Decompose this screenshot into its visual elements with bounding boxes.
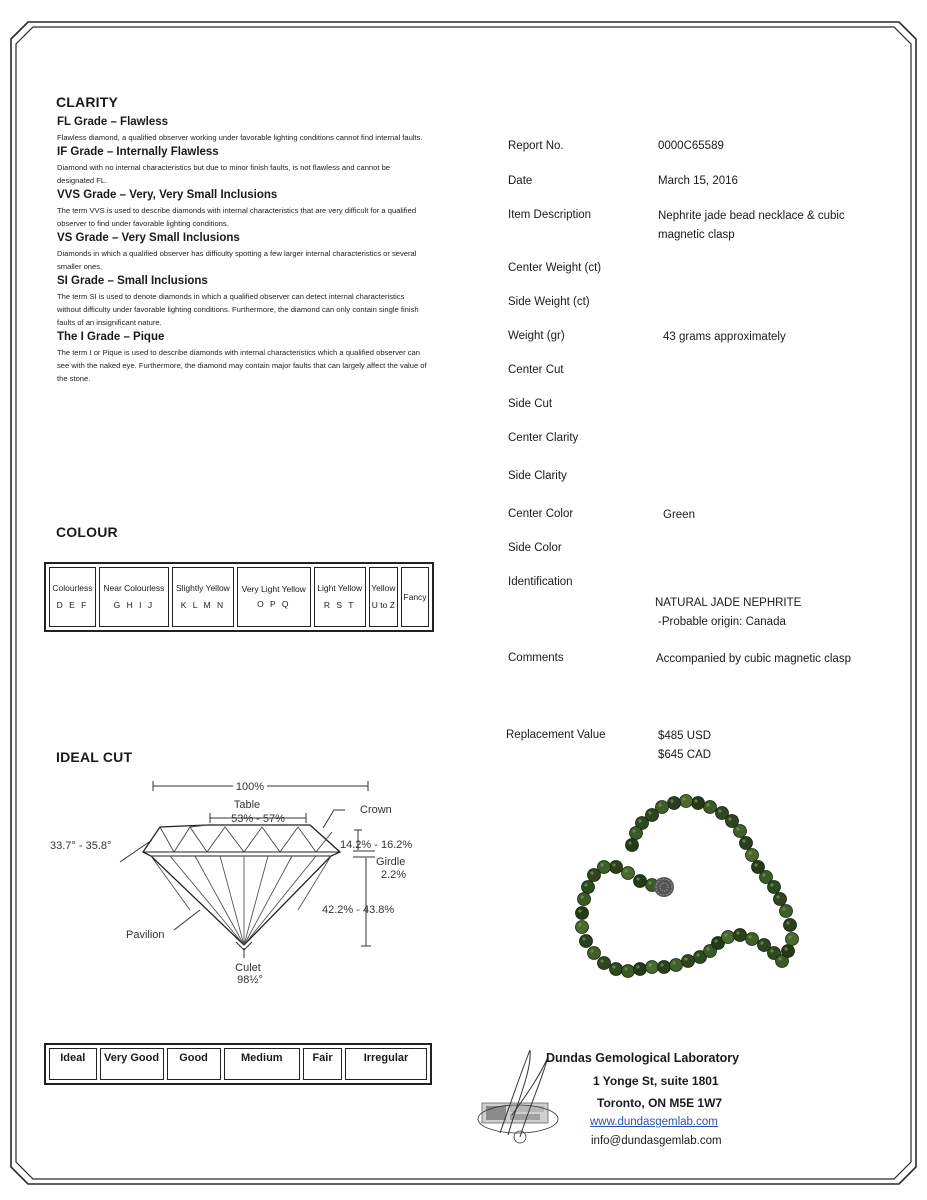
bead-highlight: [658, 803, 661, 806]
lab-website-link[interactable]: www.dundasgemlab.com: [590, 1116, 718, 1128]
lab-email[interactable]: info@dundasgemlab.com: [591, 1135, 722, 1147]
clarity-grades: [57, 116, 427, 387]
bead-highlight: [788, 935, 791, 938]
field-label: Side Cut: [508, 398, 553, 410]
field-label: Item Description: [508, 209, 592, 221]
jade-bead: [582, 881, 595, 894]
bead-highlight: [660, 963, 663, 966]
bead-highlight: [706, 947, 709, 950]
colour-cell: Fancy: [401, 567, 429, 627]
bead-highlight: [632, 829, 635, 832]
bead-highlight: [694, 799, 697, 802]
jade-bead: [626, 839, 639, 852]
cut-grade-cell: Good: [167, 1048, 221, 1080]
jade-bead: [784, 919, 797, 932]
jade-bead: [752, 861, 765, 874]
lab-address-line2: Toronto, ON M5E 1W7: [597, 1096, 723, 1110]
clarity-heading: CLARITY: [56, 94, 119, 110]
jade-bead: [622, 867, 635, 880]
bead-highlight: [682, 797, 685, 800]
bead-highlight: [590, 949, 593, 952]
jade-bead: [634, 875, 647, 888]
jade-bead: [622, 965, 635, 978]
jade-bead: [682, 955, 695, 968]
bead-highlight: [696, 953, 699, 956]
bead-highlight: [578, 909, 581, 912]
jade-bead: [774, 893, 787, 906]
cut-grade-cell: Very Good: [100, 1048, 164, 1080]
girdle-value-label: 2.2%: [381, 869, 407, 881]
grade-title: The I Grade – Pique: [57, 331, 165, 343]
field-label: Weight (gr): [508, 330, 565, 342]
bead-highlight: [770, 883, 773, 886]
jade-bead: [746, 849, 759, 862]
field-label: Identification: [508, 576, 573, 588]
field-value: Accompanied by cubic magnetic clasp: [656, 653, 851, 665]
grade-title: SI Grade – Small Inclusions: [57, 275, 208, 287]
diamond-diagram: [40, 770, 440, 990]
field-label: Center Cut: [508, 364, 564, 376]
colour-cell: Yellow U to Z: [369, 567, 398, 627]
field-value: Green: [663, 509, 695, 521]
bead-highlight: [776, 895, 779, 898]
field-value: Nephrite jade bead necklace & cubic magnetic clasp: [658, 210, 845, 241]
jade-bead: [668, 797, 681, 810]
jade-bead: [670, 959, 683, 972]
jade-bead: [580, 935, 593, 948]
jade-bead: [740, 837, 753, 850]
bead-highlight: [590, 871, 593, 874]
bead-highlight: [742, 839, 745, 842]
bead-highlight: [786, 921, 789, 924]
jade-bead: [734, 929, 747, 942]
grade-description: Diamonds in which a qualified observer has difficulty spotting a few larger internal characteristics or several smaller ones.: [57, 249, 417, 271]
bead-highlight: [638, 819, 641, 822]
bead-highlight: [760, 941, 763, 944]
cut-grade-table: [44, 1043, 432, 1085]
jade-bead: [746, 933, 759, 946]
cut-grade-cell: Fair: [303, 1048, 342, 1080]
bead-highlight: [706, 803, 709, 806]
grade-title: FL Grade – Flawless: [57, 116, 169, 128]
jade-bead: [780, 905, 793, 918]
cut-grade-cell: Medium: [224, 1048, 301, 1080]
pavilion-depth-label: 42.2% - 43.8%: [322, 904, 395, 916]
bead-highlight: [624, 869, 627, 872]
bead-highlight: [612, 863, 615, 866]
total-width-label: 100%: [235, 781, 265, 793]
field-label: Replacement Value: [506, 729, 606, 741]
bead-highlight: [778, 957, 781, 960]
pavilion-label: Pavilion: [126, 929, 165, 941]
cut-grade-cell: Irregular: [345, 1048, 427, 1080]
field-label: Date: [508, 175, 533, 187]
bead-highlight: [672, 961, 675, 964]
lab-name: Dundas Gemological Laboratory: [546, 1051, 740, 1065]
grade-description: The term I or Pique is used to describe diamonds with internal characteristics which a qualified observer can see with the naked eye. Furthermore, the diamond may contain major faults that can largely affect the value of the stone.: [57, 348, 427, 383]
jade-bead: [630, 827, 643, 840]
culet-value-label: 98½°: [237, 974, 263, 986]
replacement-usd: $485 USD: [658, 730, 712, 742]
bead-highlight: [636, 877, 639, 880]
jade-bead: [610, 963, 623, 976]
identification-value: NATURAL JADE NEPHRITE: [655, 597, 802, 609]
jade-bead: [576, 921, 589, 934]
bead-highlight: [648, 881, 651, 884]
origin-value: -Probable origin: Canada: [658, 616, 786, 628]
grade-description: Flawless diamond, a qualified observer working under favorable lighting conditions cannot find internal faults.: [57, 133, 423, 142]
bead-highlight: [582, 937, 585, 940]
bead-highlight: [736, 827, 739, 830]
bead-highlight: [580, 895, 583, 898]
jade-bead: [786, 933, 799, 946]
jade-bead: [598, 957, 611, 970]
lab-address-line1: 1 Yonge St, suite 1801: [593, 1074, 719, 1088]
table-range-label: 53% - 57%: [231, 813, 285, 825]
grade-description: Diamond with no internal characteristics but due to minor finish faults, is not flawless and cannot be designated FL.: [57, 163, 391, 185]
jade-bead: [722, 931, 735, 944]
bead-highlight: [600, 959, 603, 962]
grade-description: The term VVS is used to describe diamonds with internal characteristics that are very difficult for a qualified observer to find under favorable lighting conditions.: [57, 206, 417, 228]
colour-heading: COLOUR: [56, 524, 118, 540]
necklace-image: [560, 785, 810, 1010]
crown-label: Crown: [360, 804, 392, 816]
jade-bead: [716, 807, 729, 820]
table-label: Table: [233, 799, 261, 811]
bead-highlight: [584, 883, 587, 886]
field-label: Side Color: [508, 542, 562, 554]
cut-grade-cell: Ideal: [49, 1048, 97, 1080]
field-label: Side Weight (ct): [508, 296, 590, 308]
jade-bead: [692, 797, 705, 810]
jade-beads: [576, 795, 799, 978]
bead-highlight: [748, 935, 751, 938]
colour-cell: Colourless D E F: [49, 567, 96, 627]
girdle-label: Girdle: [376, 856, 406, 868]
bead-highlight: [684, 957, 687, 960]
jade-bead: [646, 961, 659, 974]
bead-highlight: [612, 965, 615, 968]
bead-highlight: [648, 811, 651, 814]
bead-highlight: [754, 863, 757, 866]
field-label: Center Clarity: [508, 432, 579, 444]
field-value: 0000C65589: [658, 140, 724, 152]
culet-label: Culet: [235, 962, 261, 974]
field-value: March 15, 2016: [658, 175, 738, 187]
bead-highlight: [728, 817, 731, 820]
bead-highlight: [784, 947, 787, 950]
field-value: 43 grams approximately: [663, 331, 786, 343]
jade-bead: [578, 893, 591, 906]
bead-highlight: [762, 873, 765, 876]
ideal-cut-heading: IDEAL CUT: [56, 749, 133, 765]
jade-bead: [782, 945, 795, 958]
colour-scale-table: [44, 562, 434, 632]
field-label: Center Color: [508, 508, 574, 520]
bead-highlight: [724, 933, 727, 936]
bead-highlight: [636, 965, 639, 968]
bead-highlight: [714, 939, 717, 942]
field-label: Center Weight (ct): [508, 262, 602, 274]
jade-bead: [588, 947, 601, 960]
bead-highlight: [600, 863, 603, 866]
jade-bead: [680, 795, 693, 808]
bead-highlight: [736, 931, 739, 934]
jade-bead: [704, 801, 717, 814]
colour-cell: Slightly Yellow K L M N: [172, 567, 234, 627]
field-label: Side Clarity: [508, 470, 567, 482]
jade-bead: [658, 961, 671, 974]
grade-title: IF Grade – Internally Flawless: [57, 146, 219, 158]
jade-bead: [610, 861, 623, 874]
bead-highlight: [782, 907, 785, 910]
grade-title: VS Grade – Very Small Inclusions: [57, 232, 240, 244]
bead-highlight: [578, 923, 581, 926]
colour-cell: Light Yellow R S T: [314, 567, 366, 627]
bead-highlight: [718, 809, 721, 812]
jade-bead: [576, 907, 589, 920]
bead-highlight: [770, 949, 773, 952]
magnetic-clasp: [654, 877, 674, 897]
crown-angle-label: 33.7° - 35.8°: [50, 840, 112, 852]
jade-bead: [588, 869, 601, 882]
colour-cell: Near Colourless G H I J: [99, 567, 169, 627]
grade-description: The term SI is used to denote diamonds in which a qualified observer can detect internal characteristics without difficulty under favorable lighting conditions. Furthermore, the diamond can only contain single finish faults of an insignificant nature.: [57, 292, 419, 327]
field-label: Comments: [508, 652, 564, 664]
field-label: Report No.: [508, 140, 564, 152]
bead-highlight: [670, 799, 673, 802]
replacement-cad: $645 CAD: [658, 749, 712, 761]
grade-title: VVS Grade – Very, Very Small Inclusions: [57, 189, 278, 201]
bead-highlight: [648, 963, 651, 966]
colour-cell: Very Light Yellow O P Q: [237, 567, 311, 627]
bead-highlight: [624, 967, 627, 970]
jade-bead: [634, 963, 647, 976]
bead-highlight: [748, 851, 751, 854]
bead-highlight: [628, 841, 631, 844]
crown-height-label: 14.2% - 16.2%: [340, 839, 413, 851]
